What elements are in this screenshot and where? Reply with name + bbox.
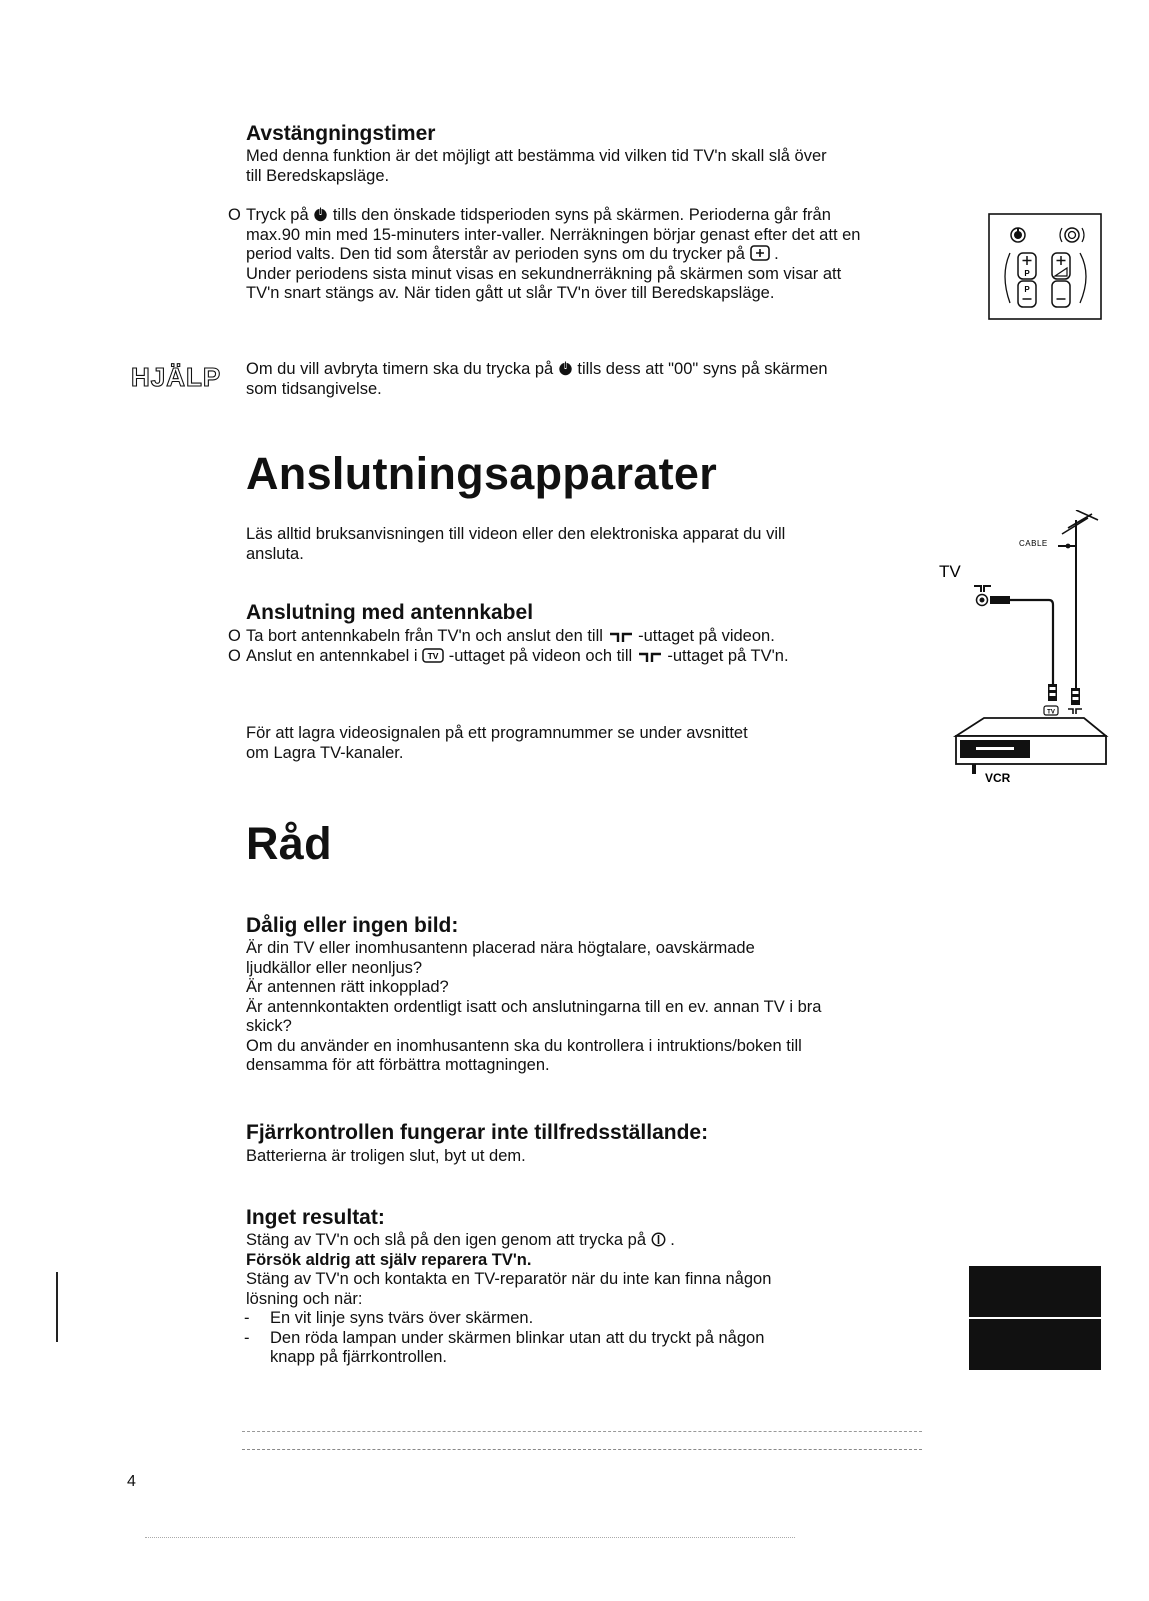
tv-label: TV xyxy=(939,562,961,581)
no-result-text xyxy=(246,1231,846,1368)
step2-text-1: Anslut en antennkabel i xyxy=(246,646,418,665)
connections-intro: Läs alltid bruksanvisningen till videon eller den elektroniska apparat du vill ansluta. xyxy=(246,525,786,563)
connections-note: För att lagra videosignalen på ett programnummer se under avsnittet om Lagra TV-kanaler. xyxy=(246,724,748,762)
remote-text: Batterierna är troligen slut, byt ut dem. xyxy=(246,1147,526,1165)
advice-heading: Råd xyxy=(246,818,332,869)
chapter-tab xyxy=(969,1266,1101,1370)
vcr-icon xyxy=(956,718,1106,774)
no-result-line-3: Stäng av TV'n och kontakta en TV-reparatör när du inte kan finna någon lösning och när: xyxy=(246,1270,772,1308)
svg-text:P: P xyxy=(1024,269,1030,278)
sleep-timer-title: Avstängningstimer xyxy=(246,122,436,145)
antenna-step-1 xyxy=(228,627,806,647)
bullet-marker: O xyxy=(228,646,241,665)
bullet-marker: O xyxy=(228,627,241,645)
margin-mark xyxy=(56,1272,58,1342)
bad-picture-line: Är din TV eller inomhusantenn placerad nära högtalare, oavskärmade ljudkällor eller neonljus? xyxy=(246,939,755,977)
step2-text-3: -uttaget på TV'n. xyxy=(667,646,789,665)
svg-text:P: P xyxy=(1024,285,1030,294)
step-note: Under periodens sista minut visas en sekundnerräkning på skärmen som visar att TV'n snart stängs av. När tiden gått ut slår TV'n över till Beredskapsläge. xyxy=(246,264,842,302)
no-result-warning: Försök aldrig att själv reparera TV'n. xyxy=(246,1250,532,1269)
antenna-socket-icon xyxy=(608,631,634,643)
chapter-tab-divider xyxy=(969,1317,1101,1319)
sleep-timer-section xyxy=(246,122,886,186)
help-logo xyxy=(131,362,235,390)
bad-picture-line: Om du använder en inomhusantenn ska du kontrollera i intruktions/boken till densamma för att förbättra mottagningen. xyxy=(246,1036,802,1074)
svg-text:TV: TV xyxy=(427,650,439,661)
remote-control-illustration xyxy=(988,213,1103,321)
power-icon xyxy=(313,207,328,222)
tv-socket-icon xyxy=(422,648,444,663)
step1-text-2: -uttaget på videon. xyxy=(638,627,775,645)
cable-label: CABLE xyxy=(1019,539,1048,548)
step2-text-2: -uttaget på videon och till xyxy=(448,646,633,665)
bad-picture-text xyxy=(246,939,856,1076)
remote-title: Fjärrkontrollen fungerar inte tillfredsställande: xyxy=(246,1121,709,1144)
no-result-line-1: Stäng av TV'n och slå på den igen genom att trycka på . xyxy=(246,1231,675,1249)
no-result-item: - En vit linje syns tvärs över skärmen. xyxy=(244,1309,534,1327)
antenna-icon xyxy=(1062,510,1098,690)
help-text-1: Om du vill avbryta timern ska du trycka på xyxy=(246,360,554,378)
help-logo-text: HJÄLP xyxy=(131,362,222,390)
step-text-1: Tryck på xyxy=(246,206,309,224)
step-text-2: tills den önskade tidsperioden syns på skärmen. Perioderna går från max.90 min med 15-minuters inter-valler. Nerräkningen börjar genast efter det att en period valts. Den tid som återstår av perioden syns om du trycker på xyxy=(246,206,861,263)
bad-picture-title: Dålig eller ingen bild: xyxy=(246,914,459,937)
power-icon xyxy=(558,361,573,376)
connections-heading: Anslutningsapparater xyxy=(246,448,718,499)
scan-line xyxy=(242,1431,922,1432)
page-number: 4 xyxy=(127,1473,136,1490)
sleep-timer-step xyxy=(228,206,871,304)
scan-line xyxy=(242,1449,922,1450)
plus-key-icon xyxy=(750,245,770,261)
help-text-2: tills dess att "00" syns på skärmen som tidsangivelse. xyxy=(246,360,828,398)
antenna-socket-icon xyxy=(637,651,663,663)
no-result-title: Inget resultat: xyxy=(246,1206,385,1229)
connection-diagram xyxy=(936,510,1111,790)
step1-text-1: Ta bort antennkabeln från TV'n och anslut den till xyxy=(246,627,603,645)
svg-text:TV: TV xyxy=(1047,709,1055,716)
power-switch-icon xyxy=(651,1232,666,1247)
scan-line xyxy=(145,1537,795,1538)
sleep-timer-intro: Med denna funktion är det möjligt att bestämma vid vilken tid TV'n skall slå över till Beredskapsläge. xyxy=(246,147,827,185)
bullet-marker: O xyxy=(228,206,241,224)
bad-picture-line: Är antennen rätt inkopplad? xyxy=(246,978,449,996)
bad-picture-line: Är antennkontakten ordentligt isatt och anslutningarna till en ev. annan TV i bra skick? xyxy=(246,997,822,1035)
step-text-3: . xyxy=(774,245,779,263)
antenna-steps xyxy=(228,627,806,666)
antenna-step-2 xyxy=(228,646,806,667)
antenna-title: Anslutning med antennkabel xyxy=(246,601,534,624)
vcr-label: VCR xyxy=(985,771,1011,785)
help-text xyxy=(246,360,846,399)
no-result-item: - Den röda lampan under skärmen blinkar utan att du tryckt på någon knapp på fjärrkontrollen. xyxy=(244,1328,765,1366)
